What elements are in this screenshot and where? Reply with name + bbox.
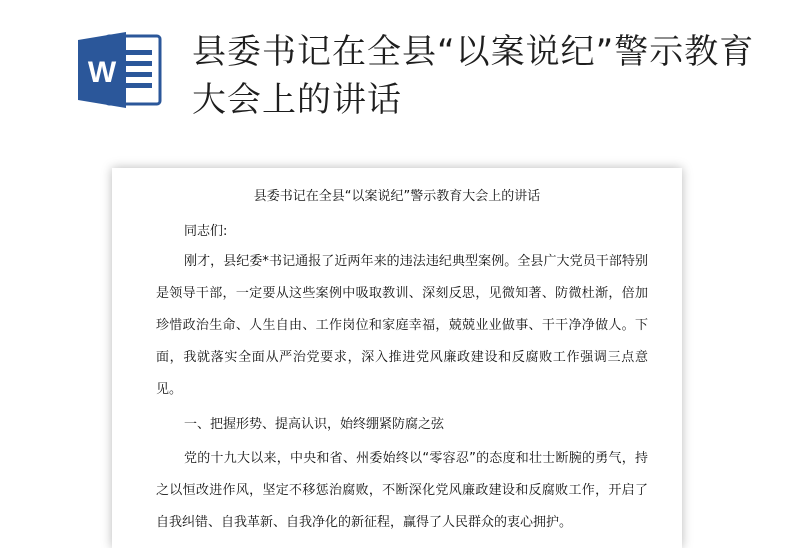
section-heading-1: 一、把握形势、提高认识，始终绷紧防腐之弦 (184, 417, 445, 432)
paragraph-1: 刚才，县纪委*书记通报了近两年来的违法违纪典型案例。全县广大党员干部特别是领导干部，一定要从这些案例中吸取教训、深刻反思，见微知著、防微杜渐，倍加珍惜政治生命、人生自由、工作岗位和家庭幸福，兢兢业业做事、干干净净做人。下面，我就落实全面从严治党要求，深入推进党风廉政建设和反腐败工作强调三点意见。 (156, 254, 648, 397)
main-title: 县委书记在全县“以案说纪”警示教育大会上的讲话 (192, 32, 755, 120)
paragraph-2: 党的十九大以来，中央和省、州委始终以“零容忍”的态度和壮士断腕的勇气，持之以恒改进作风，坚定不移惩治腐败，不断深化党风廉政建设和反腐败工作，开启了自我纠错、自我革新、自我净化的新征程，赢得了人民群众的衷心拥护。 (156, 451, 648, 530)
salutation: 同志们: (184, 224, 228, 239)
document-page (112, 168, 682, 548)
word-icon (76, 30, 164, 110)
header (0, 0, 800, 140)
logo-letter: W (87, 56, 117, 89)
document-title: 县委书记在全县“以案说纪”警示教育大会上的讲话 (253, 189, 541, 204)
